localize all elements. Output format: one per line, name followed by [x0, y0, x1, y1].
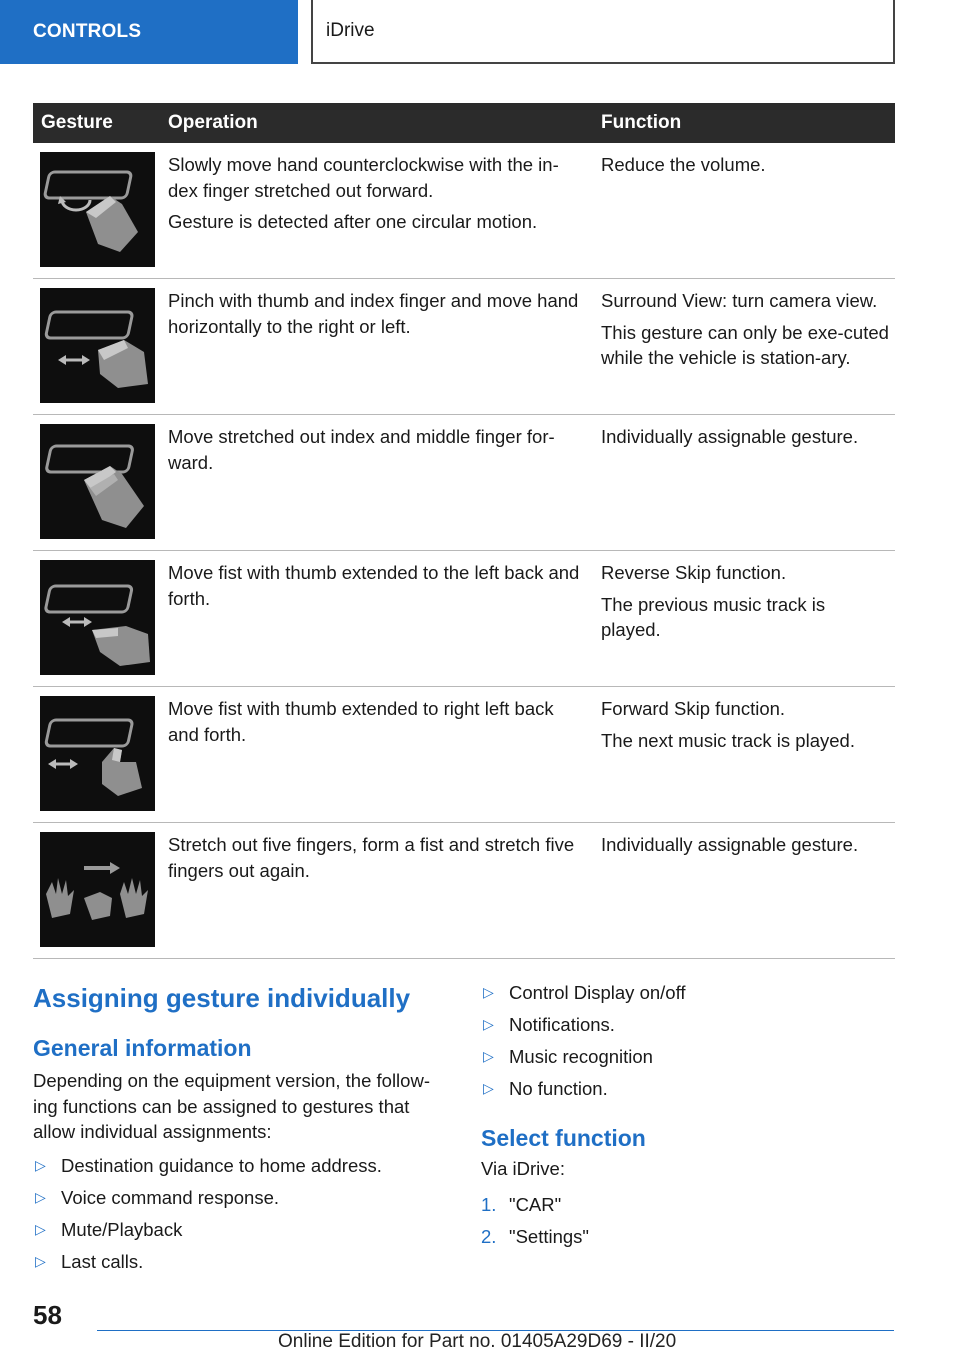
step-item: [481, 1192, 901, 1224]
edition-text: Online Edition for Part no. 01405A29D69 - II/20: [278, 1331, 677, 1352]
triangle-bullet-icon: ▷: [35, 1220, 46, 1237]
gesture-cell: [33, 823, 160, 958]
operation-cell: [160, 143, 593, 278]
step-number: 2.: [481, 1225, 497, 1247]
steps-list: [481, 1192, 901, 1256]
table-row: [33, 279, 895, 415]
fist-open-gesture-icon: [40, 832, 155, 947]
function-cell: [593, 687, 895, 822]
function-text: Individually assignable gesture.: [601, 426, 859, 447]
function-text: Forward Skip function.: [601, 698, 786, 719]
gesture-table: [33, 103, 895, 959]
operation-text: Pinch with thumb and index finger and move hand horizontally to the right or left.: [168, 290, 579, 337]
gesture-cell: [33, 551, 160, 686]
page-number: 58: [33, 1300, 62, 1330]
select-function-heading: Select function: [481, 1125, 646, 1151]
triangle-bullet-icon: ▷: [483, 1048, 494, 1064]
assigning-section: [33, 980, 453, 1281]
operation-cell: [160, 823, 593, 958]
general-information-heading: General information: [33, 1035, 252, 1061]
function-options-list: [33, 1153, 453, 1281]
triangle-bullet-icon: ▷: [35, 1188, 46, 1205]
section-heading: Assigning gesture individually: [33, 983, 411, 1013]
list-item-text: Last calls.: [61, 1250, 144, 1272]
step-text: "CAR": [509, 1193, 562, 1215]
operation-cell: [160, 551, 593, 686]
two-finger-point-gesture-icon: [40, 424, 155, 539]
list-item-text: No function.: [509, 1078, 608, 1099]
gesture-cell: [33, 687, 160, 822]
triangle-bullet-icon: ▷: [35, 1156, 46, 1173]
gesture-cell: [33, 143, 160, 278]
thumb-left-gesture-icon: [40, 560, 155, 675]
list-item-text: Control Display on/off: [509, 982, 686, 1003]
function-cell: [593, 279, 895, 414]
step-number: 1.: [481, 1193, 497, 1215]
operation-text: Slowly move hand counterclockwise with the in-dex finger stretched out forward.: [168, 154, 559, 201]
function-text: Surround View: turn camera view.: [601, 290, 878, 311]
list-item: [33, 1217, 453, 1249]
table-row: [33, 687, 895, 823]
header-gesture: Gesture: [41, 112, 113, 133]
table-row: [33, 415, 895, 551]
operation-cell: [160, 687, 593, 822]
list-item-text: Destination guidance to home address.: [61, 1154, 382, 1176]
function-text: Reduce the volume.: [601, 154, 766, 175]
function-options-list-continued: [481, 980, 901, 1108]
list-item-text: Mute/Playback: [61, 1218, 183, 1240]
assigning-section-continued: [481, 980, 901, 1256]
table-header: [33, 103, 895, 143]
header-function: Function: [601, 112, 682, 133]
circular-motion-gesture-icon: [40, 152, 155, 267]
intro-paragraph: Depending on the equipment version, the follow-ing functions can be assigned to gestures that allow individual assignments:: [33, 1070, 430, 1142]
function-text: The next music track is played.: [601, 729, 855, 751]
table-row: [33, 551, 895, 687]
header-operation: Operation: [168, 112, 258, 133]
step-item: [481, 1224, 901, 1256]
list-item-text: Notifications.: [509, 1014, 615, 1035]
triangle-bullet-icon: ▷: [483, 984, 494, 1000]
function-text: Reverse Skip function.: [601, 562, 787, 583]
section-tab: [0, 0, 298, 64]
operation-text: Move stretched out index and middle finger for-ward.: [168, 426, 555, 473]
gesture-cell: [33, 415, 160, 550]
operation-text: Move fist with thumb extended to right left back and forth.: [168, 698, 554, 745]
chapter-title: iDrive: [326, 20, 375, 41]
function-text: Individually assignable gesture.: [601, 834, 859, 855]
function-text: This gesture can only be exe-cuted while the vehicle is station-ary.: [601, 321, 889, 368]
function-cell: [593, 551, 895, 686]
chapter-tab: [311, 0, 895, 64]
step-text: "Settings": [509, 1225, 589, 1247]
function-cell: [593, 415, 895, 550]
table-row: [33, 823, 895, 959]
list-item: [481, 980, 901, 1012]
list-item: [481, 1012, 901, 1044]
operation-text: Move fist with thumb extended to the left back and forth.: [168, 562, 580, 609]
triangle-bullet-icon: ▷: [483, 1016, 494, 1032]
function-cell: [593, 143, 895, 278]
function-text: The previous music track is played.: [601, 593, 826, 640]
list-item: [33, 1153, 453, 1185]
gesture-cell: [33, 279, 160, 414]
operation-cell: [160, 279, 593, 414]
thumb-right-gesture-icon: [40, 696, 155, 811]
operation-cell: [160, 415, 593, 550]
triangle-bullet-icon: ▷: [35, 1252, 46, 1269]
triangle-bullet-icon: ▷: [483, 1080, 494, 1096]
section-title: CONTROLS: [33, 21, 142, 42]
list-item-text: Music recognition: [509, 1046, 653, 1067]
operation-text: Gesture is detected after one circular motion.: [168, 211, 538, 232]
list-item-text: Voice command response.: [61, 1186, 280, 1208]
function-cell: [593, 823, 895, 958]
list-item: [481, 1076, 901, 1108]
list-item: [33, 1185, 453, 1217]
list-item: [33, 1249, 453, 1281]
table-row: [33, 143, 895, 279]
pinch-swipe-gesture-icon: [40, 288, 155, 403]
operation-text: Stretch out five fingers, form a fist and stretch five fingers out again.: [168, 834, 575, 881]
list-item: [481, 1044, 901, 1076]
via-idrive-text: Via iDrive:: [481, 1158, 565, 1179]
